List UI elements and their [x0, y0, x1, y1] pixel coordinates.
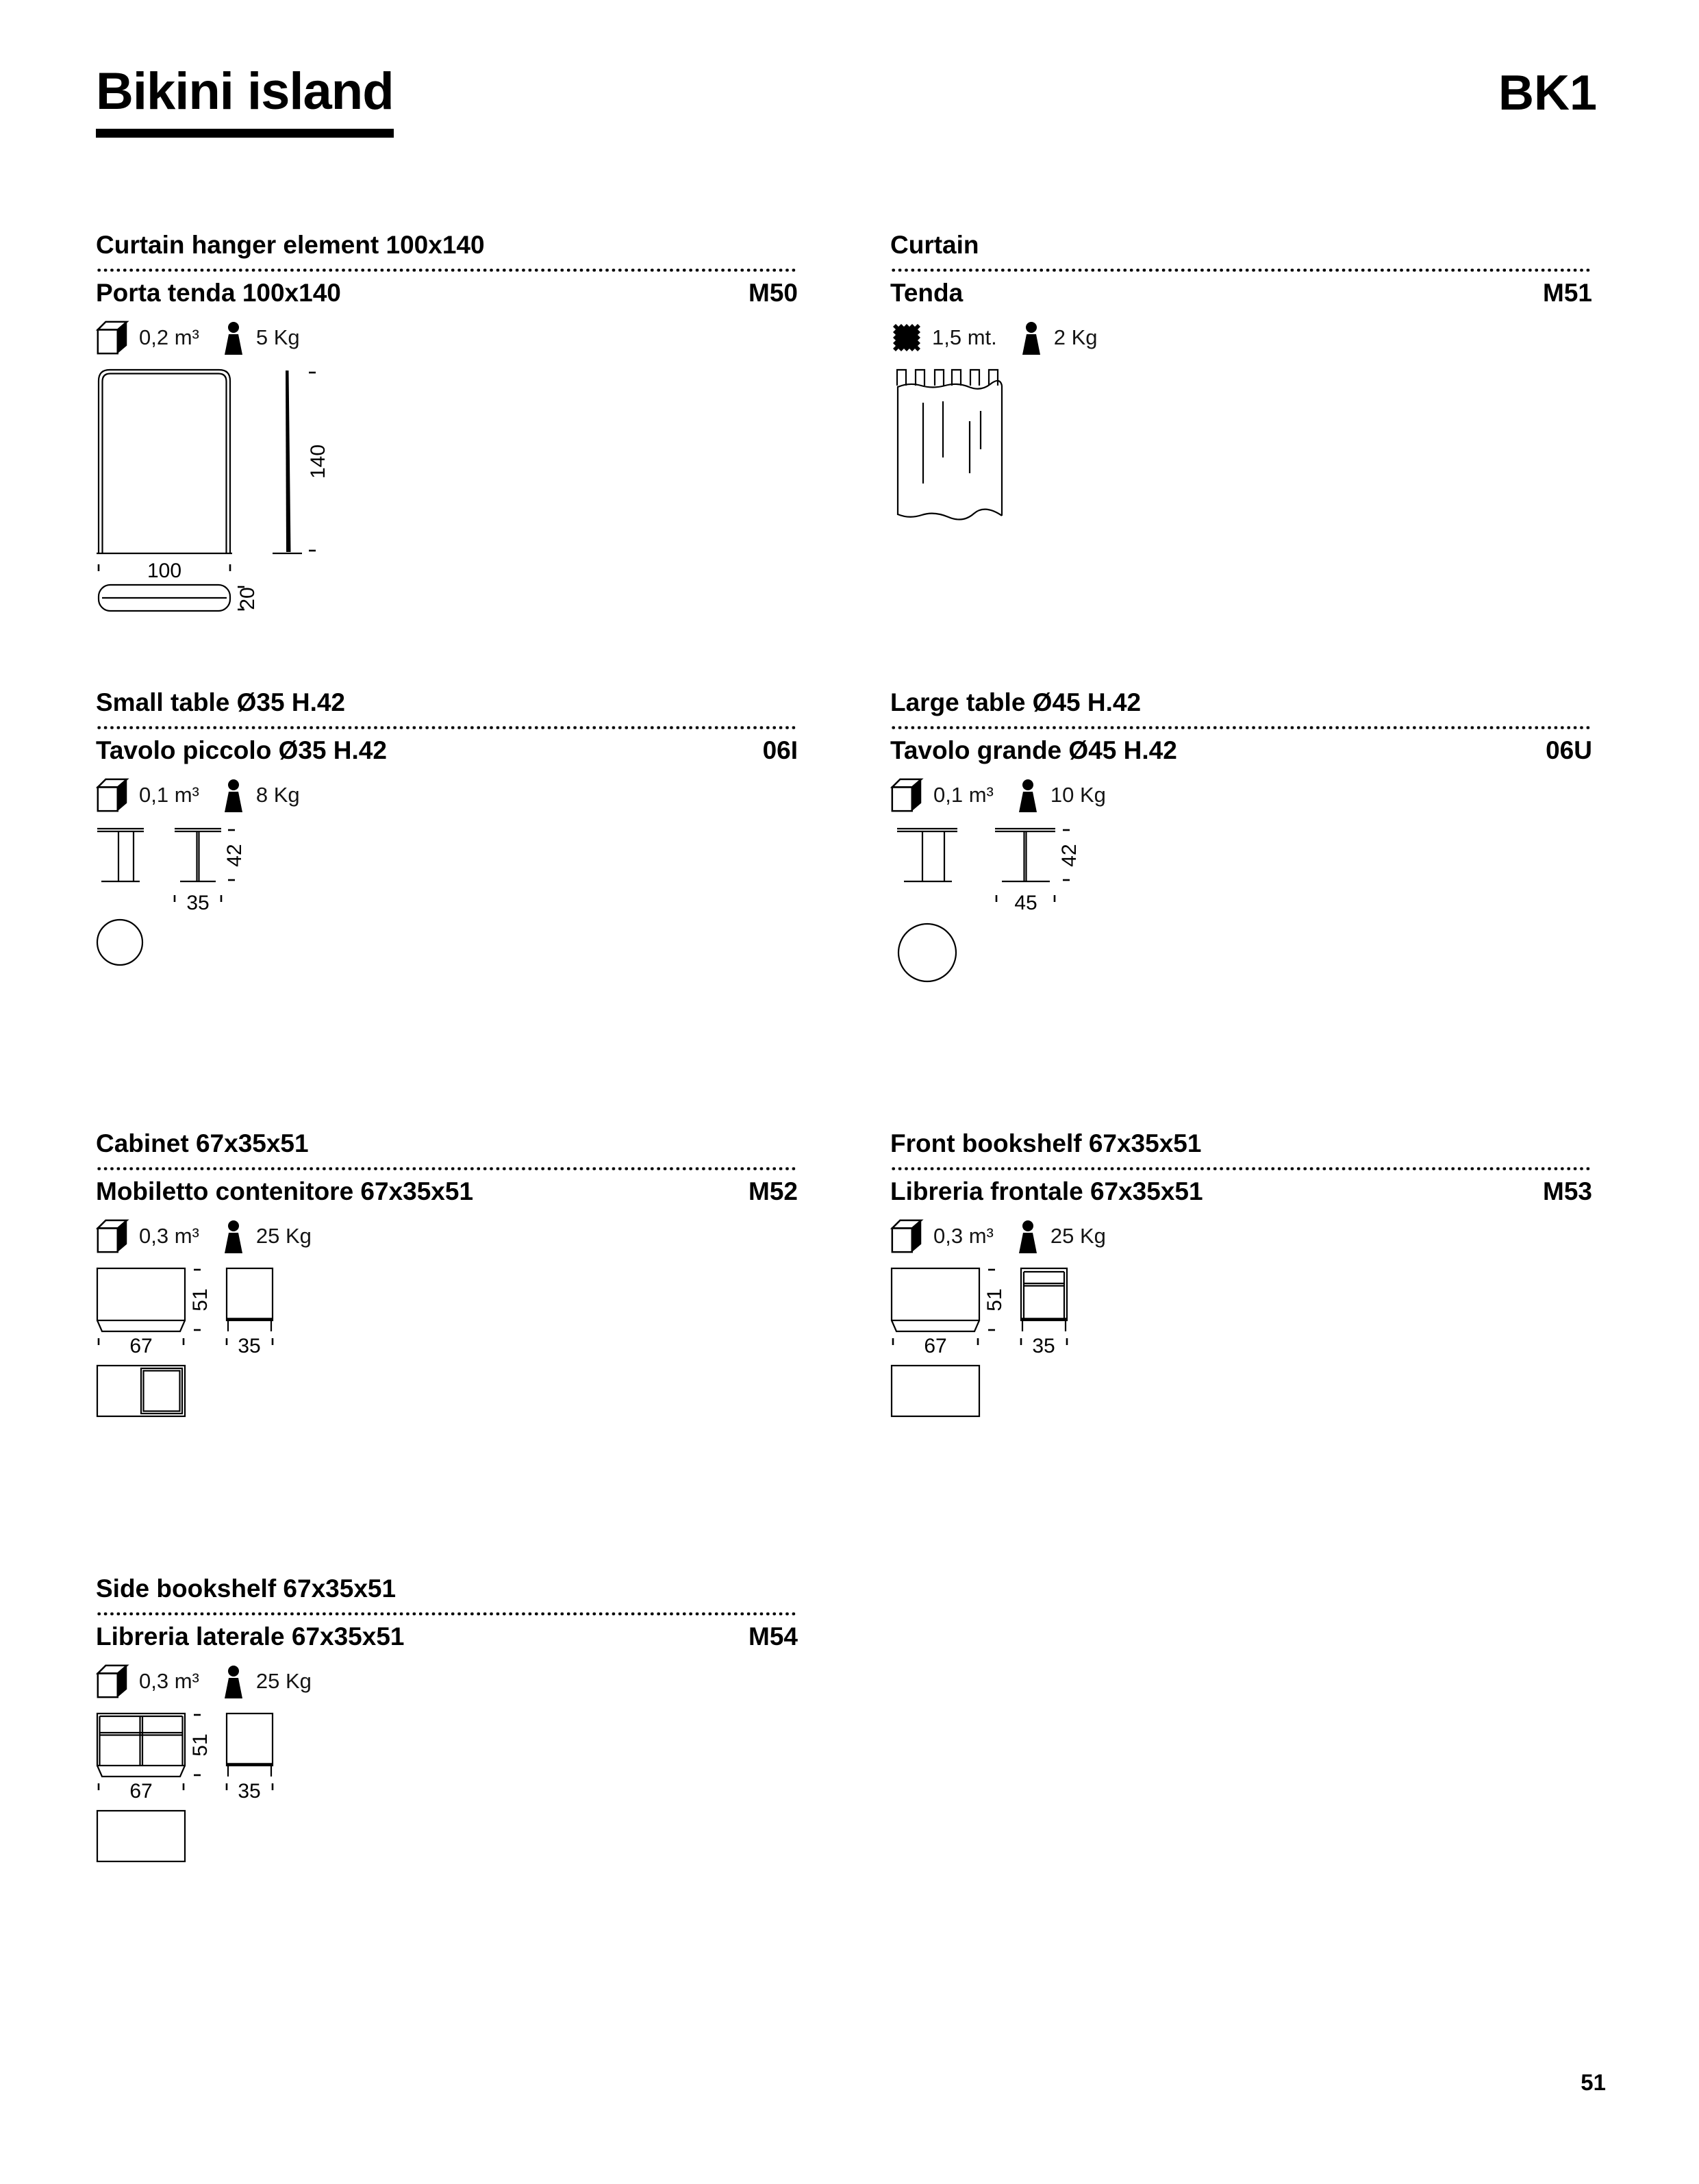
dim-height-label: 51 [983, 1288, 1006, 1311]
dim-depth-label: 35 [238, 1335, 261, 1357]
page-title: Bikini island [96, 66, 394, 138]
product-subtitle-row [890, 278, 1592, 308]
fabric-spec [890, 321, 997, 354]
dim-height-label: 42 [1058, 844, 1081, 867]
volume-spec [96, 319, 199, 356]
product-code: M52 [748, 1177, 798, 1205]
product-subtitle-row [96, 278, 798, 308]
weight-icon [220, 321, 247, 355]
dotted-divider [890, 1167, 1592, 1171]
dim-diameter-label: 35 [186, 892, 210, 914]
product-name-it: Porta tenda 100x140 [96, 279, 341, 307]
curtain-hanger-drawing [96, 367, 342, 622]
product-specs [96, 777, 798, 814]
product-name-en: Cabinet 67x35x51 [96, 1129, 309, 1157]
product-front-bookshelf [890, 1129, 1592, 1423]
weight-icon [220, 1664, 247, 1698]
dotted-divider [96, 1612, 798, 1616]
small-table-drawing [96, 825, 274, 972]
product-name-it: Mobiletto contenitore 67x35x51 [96, 1177, 474, 1205]
dim-height-label: 140 [307, 444, 329, 479]
product-name-it: Tavolo piccolo Ø35 H.42 [96, 736, 387, 764]
fabric-swatch-icon [890, 321, 923, 354]
product-name-en: Large table Ø45 H.42 [890, 688, 1142, 716]
product-large-table [890, 688, 1592, 983]
volume-cube-icon [890, 1218, 924, 1255]
product-name-en: Curtain [890, 231, 979, 259]
weight-value: 5 Kg [255, 325, 300, 349]
weight-value: 25 Kg [255, 1224, 312, 1248]
volume-value: 0,1 m³ [933, 783, 994, 807]
weight-value: 25 Kg [255, 1669, 312, 1693]
weight-spec [220, 1219, 312, 1253]
product-subtitle-row [96, 736, 798, 766]
dotted-divider [96, 1167, 798, 1171]
side-bookshelf-drawing [96, 1711, 301, 1868]
dim-height-label: 51 [189, 1288, 212, 1311]
weight-spec [220, 778, 300, 812]
product-small-table [96, 688, 798, 972]
weight-value: 2 Kg [1053, 325, 1098, 349]
product-specs [96, 319, 798, 356]
product-code: 06I [762, 736, 798, 764]
product-code: M54 [748, 1622, 798, 1650]
weight-icon [1014, 778, 1042, 812]
weight-spec [220, 321, 300, 355]
dim-depth-label: 20 [236, 587, 259, 610]
volume-spec [96, 1218, 199, 1255]
weight-spec [1014, 1219, 1106, 1253]
weight-value: 25 Kg [1050, 1224, 1106, 1248]
dim-width-label: 67 [924, 1335, 947, 1357]
volume-value: 0,3 m³ [933, 1224, 994, 1248]
product-cabinet [96, 1129, 798, 1423]
weight-icon [1014, 1219, 1042, 1253]
dim-width-label: 67 [129, 1335, 153, 1357]
product-specs [890, 1218, 1592, 1255]
volume-cube-icon [890, 777, 924, 814]
page-number: 51 [1581, 2070, 1606, 2095]
product-subtitle-row [890, 1177, 1592, 1207]
dim-diameter-label: 45 [1014, 892, 1037, 914]
dim-depth-label: 35 [1032, 1335, 1055, 1357]
fabric-value: 1,5 mt. [932, 325, 997, 349]
volume-value: 0,1 m³ [139, 783, 199, 807]
volume-cube-icon [96, 319, 130, 356]
product-subtitle-row [890, 736, 1592, 766]
weight-spec [1014, 778, 1106, 812]
cabinet-drawing [96, 1266, 301, 1423]
volume-value: 0,3 m³ [139, 1669, 199, 1693]
product-specs [96, 1218, 798, 1255]
weight-icon [220, 1219, 247, 1253]
dotted-divider [96, 268, 798, 273]
product-name-it: Tavolo grande Ø45 H.42 [890, 736, 1177, 764]
weight-icon [1018, 321, 1045, 355]
product-code: M53 [1543, 1177, 1592, 1205]
volume-spec [96, 1663, 199, 1700]
large-table-drawing [890, 825, 1096, 983]
product-name-en: Side bookshelf 67x35x51 [96, 1574, 397, 1603]
weight-value: 8 Kg [255, 783, 300, 807]
product-code: M50 [748, 279, 798, 307]
dotted-divider [96, 726, 798, 730]
volume-cube-icon [96, 777, 130, 814]
product-name-it: Libreria laterale 67x35x51 [96, 1622, 405, 1650]
dim-width-label: 100 [147, 560, 182, 582]
dim-depth-label: 35 [238, 1780, 261, 1803]
dim-height-label: 51 [189, 1733, 212, 1757]
volume-spec [890, 1218, 994, 1255]
product-curtain-hanger [96, 230, 798, 622]
dotted-divider [890, 726, 1592, 730]
volume-value: 0,3 m³ [139, 1224, 199, 1248]
volume-cube-icon [96, 1663, 130, 1700]
product-specs [96, 1663, 798, 1700]
product-specs [890, 319, 1592, 356]
dotted-divider [890, 268, 1592, 273]
product-name-it: Tenda [890, 279, 964, 307]
volume-spec [890, 777, 994, 814]
product-specs [890, 777, 1592, 814]
weight-value: 10 Kg [1050, 783, 1106, 807]
product-code: M51 [1543, 279, 1592, 307]
volume-spec [96, 777, 199, 814]
curtain-drawing [890, 367, 1041, 526]
volume-cube-icon [96, 1218, 130, 1255]
dim-width-label: 67 [129, 1780, 153, 1803]
product-name-it: Libreria frontale 67x35x51 [890, 1177, 1203, 1205]
volume-value: 0,2 m³ [139, 325, 199, 349]
product-name-en: Curtain hanger element 100x140 [96, 231, 485, 259]
weight-icon [220, 778, 247, 812]
product-curtain [890, 230, 1592, 526]
weight-spec [1018, 321, 1098, 355]
product-subtitle-row [96, 1622, 798, 1652]
weight-spec [220, 1664, 312, 1698]
page-model-code: BK1 [1498, 66, 1597, 121]
product-code: 06U [1546, 736, 1592, 764]
product-name-en: Front bookshelf 67x35x51 [890, 1129, 1202, 1157]
product-subtitle-row [96, 1177, 798, 1207]
front-bookshelf-drawing [890, 1266, 1096, 1423]
product-name-en: Small table Ø35 H.42 [96, 688, 346, 716]
product-side-bookshelf [96, 1574, 798, 1868]
dim-height-label: 42 [223, 844, 246, 867]
